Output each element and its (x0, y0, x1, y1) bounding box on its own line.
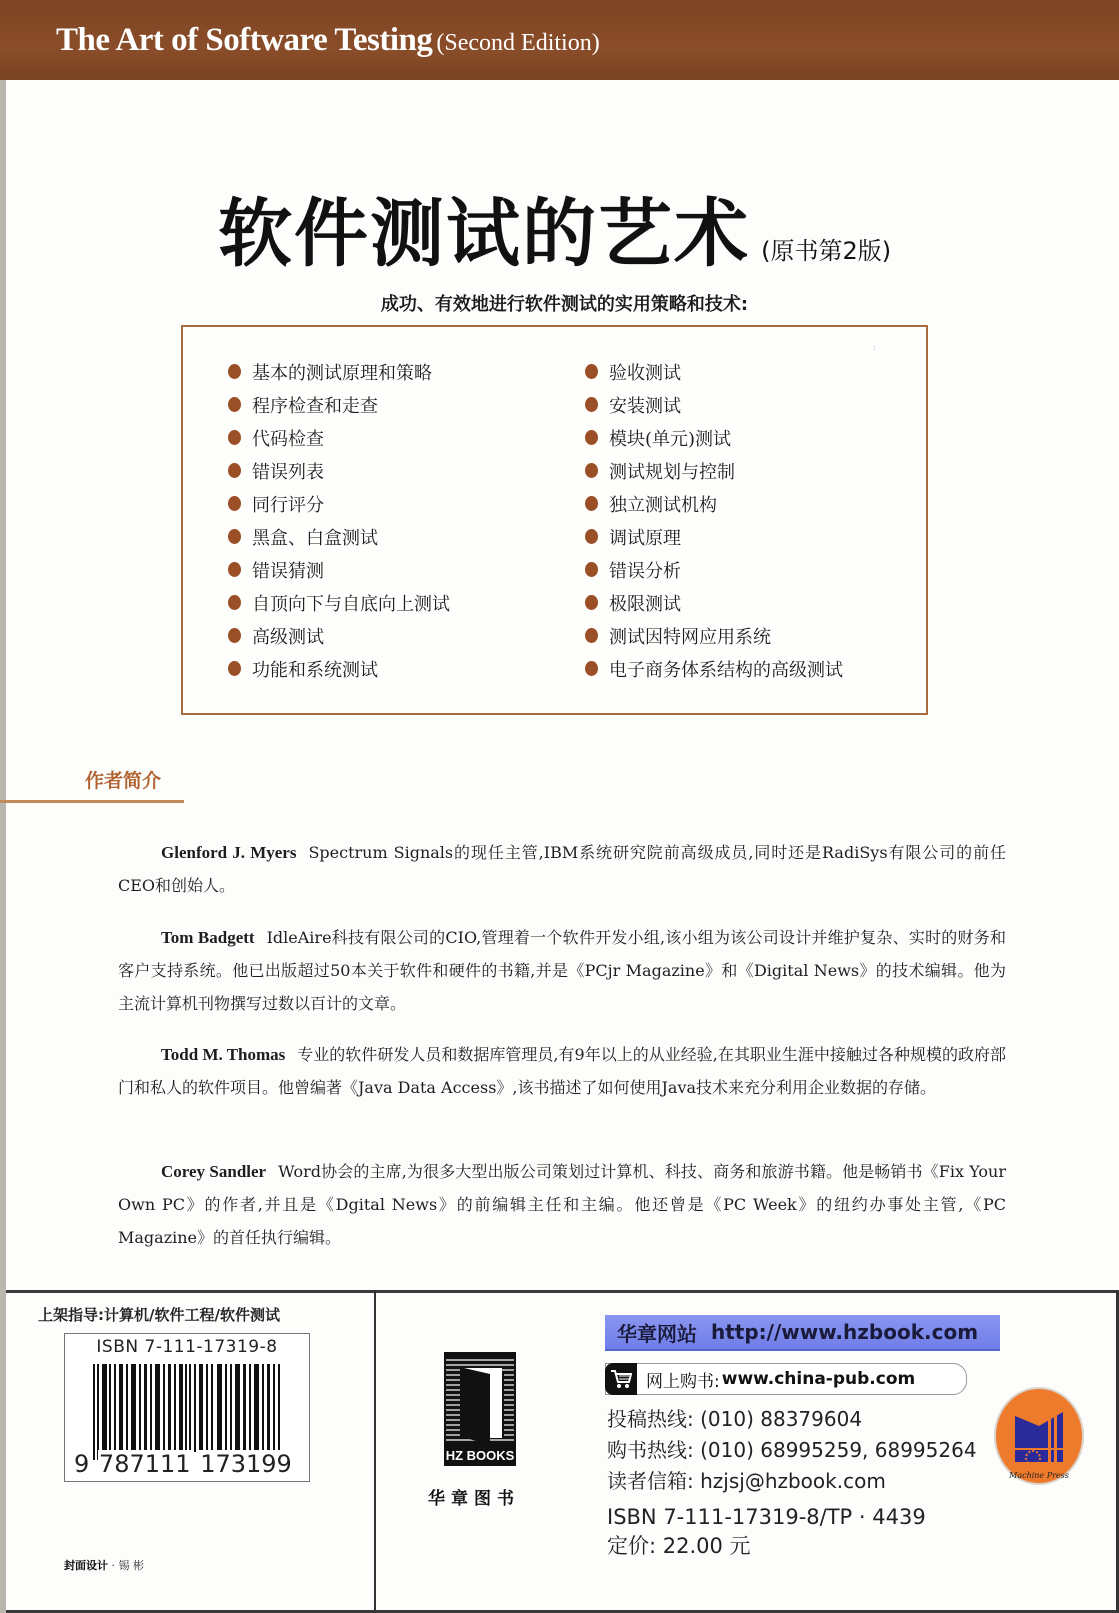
barcode-right-digits: 173199 (200, 1450, 292, 1478)
topic-label: 功能和系统测试 (252, 659, 378, 681)
contact-value: (010) 68995259, 68995264 (700, 1438, 977, 1462)
page-left-edge (0, 0, 6, 1613)
contact-label: 购书热线: (607, 1438, 694, 1462)
barcode-digits (73, 1450, 293, 1478)
topic-item (585, 652, 843, 685)
topics-right-column (585, 355, 843, 685)
topic-item (585, 454, 843, 487)
price-label: 定价: (607, 1534, 657, 1558)
author-name: Corey Sandler (161, 1162, 267, 1181)
topic-item (585, 553, 843, 586)
bullet-icon (585, 628, 598, 643)
topic-label: 测试因特网应用系统 (609, 626, 771, 648)
contact-value[interactable]: hzjsj@hzbook.com (700, 1469, 886, 1493)
barcode-left-digits: 787111 (98, 1450, 191, 1478)
topic-item (228, 553, 450, 586)
chinese-title-main: 软件测试的艺术 (218, 191, 750, 277)
topic-item (228, 586, 450, 619)
publisher-name: 华章图书 (428, 1489, 520, 1509)
topic-label: 模块(单元)测试 (609, 428, 732, 450)
topic-item (585, 388, 843, 421)
topic-label: 错误猜测 (252, 560, 324, 582)
barcode-isbn-label: ISBN 7-111-17319-8 (96, 1337, 278, 1357)
bullet-icon (228, 496, 241, 511)
bullet-icon (228, 595, 241, 610)
bullet-icon (585, 364, 598, 379)
topic-item (228, 388, 450, 421)
hz-books-logo-icon (444, 1352, 516, 1466)
designer-name: · 锡 彬 (111, 1559, 144, 1572)
author-bio (118, 1155, 1006, 1254)
tagline: 成功、有效地进行软件测试的实用策略和技术: (380, 294, 749, 315)
bullet-icon (585, 430, 598, 445)
website-bar[interactable] (605, 1315, 1000, 1351)
price-value: 22.00 元 (662, 1534, 751, 1558)
topic-label: 高级测试 (252, 626, 324, 648)
topic-label: 电子商务体系结构的高级测试 (609, 659, 843, 681)
print-mark: : (872, 343, 876, 353)
topic-item (585, 487, 843, 520)
author-bio (118, 1038, 1006, 1104)
title-banner (0, 0, 1119, 80)
bullet-icon (228, 529, 241, 544)
topics-box (181, 325, 928, 715)
online-shop-banner[interactable] (605, 1363, 967, 1395)
topic-item (585, 520, 843, 553)
bullet-icon (228, 397, 241, 412)
bullet-icon (228, 430, 241, 445)
bullet-icon (228, 628, 241, 643)
contact-label: 读者信箱: (607, 1469, 694, 1493)
bullet-icon (228, 661, 241, 676)
topic-item (228, 454, 450, 487)
author-bio (118, 836, 1006, 902)
topic-label: 程序检查和走查 (252, 395, 378, 417)
shopping-cart-icon (605, 1363, 637, 1395)
bullet-icon (228, 562, 241, 577)
topic-item (585, 619, 843, 652)
topic-label: 自顶向下与自底向上测试 (252, 593, 450, 615)
barcode-icon (93, 1364, 283, 1460)
bullet-icon (228, 364, 241, 379)
bullet-icon (585, 463, 598, 478)
shelf-guide: 上架指导:计算机/软件工程/软件测试 (38, 1306, 280, 1324)
topic-label: 错误列表 (252, 461, 324, 483)
topic-label: 调试原理 (609, 527, 681, 549)
website-url-link[interactable]: http://www.hzbook.com (711, 1320, 979, 1344)
topic-label: 测试规划与控制 (609, 461, 735, 483)
contact-line (607, 1434, 977, 1463)
bullet-icon (585, 529, 598, 544)
contact-value: (010) 88379604 (700, 1407, 863, 1431)
contact-label: 投稿热线: (607, 1407, 694, 1431)
footer-top-rule (6, 1290, 1119, 1293)
barcode-box (64, 1333, 310, 1482)
bullet-icon (585, 562, 598, 577)
author-description: Word协会的主席,为很多大型出版公司策划过计算机、科技、商务和旅游书籍。他是畅销书《Fix Your Own PC》的作者,并且是《Dgital News》的前编辑主任和主编。他还曾是《PC Week》的纽约办事处主管,《PC Magazine》的首任执行编辑。 (118, 1162, 1006, 1247)
topic-item (585, 586, 843, 619)
hz-logo-text: HZ BOOKS (445, 1448, 515, 1463)
topic-item (228, 487, 450, 520)
website-label: 华章网站 (617, 1321, 697, 1346)
seal-text: Machine Press (1009, 1471, 1069, 1480)
author-name: Tom Badgett (161, 928, 255, 947)
topic-label: 黑盒、白盒测试 (252, 527, 378, 549)
topic-item (228, 355, 450, 388)
bullet-icon (585, 661, 598, 676)
isbn-full: ISBN 7-111-17319-8/TP · 4439 (607, 1505, 926, 1529)
authors-heading-rule (0, 800, 184, 803)
topic-item (228, 421, 450, 454)
topic-label: 错误分析 (609, 560, 681, 582)
author-description: Spectrum Signals的现任主管,IBM系统研究院前高级成员,同时还是RadiSys有限公司的前任CEO和创始人。 (118, 843, 1006, 895)
chinese-title-edition: (原书第2版) (761, 237, 892, 265)
topic-item (585, 421, 843, 454)
bullet-icon (585, 595, 598, 610)
english-title (56, 22, 600, 59)
author-name: Glenford J. Myers (161, 843, 297, 862)
price-line (607, 1530, 751, 1560)
contact-line (607, 1465, 886, 1494)
bullet-icon (228, 463, 241, 478)
topic-item (585, 355, 843, 388)
bullet-icon (585, 397, 598, 412)
topic-item (228, 619, 450, 652)
topics-left-column (228, 355, 450, 685)
footer-divider (374, 1290, 376, 1613)
topic-label: 独立测试机构 (609, 494, 717, 516)
shop-label: 网上购书: (646, 1371, 720, 1392)
english-title-main: The Art of Software Testing (56, 22, 433, 58)
cover-designer (64, 1557, 144, 1573)
machine-press-seal-icon (993, 1386, 1085, 1486)
author-bio (118, 921, 1006, 1020)
authors-heading: 作者简介 (85, 770, 162, 792)
barcode-lead-digit: 9 (74, 1450, 90, 1478)
bullet-icon (585, 496, 598, 511)
designer-label: 封面设计 (64, 1559, 108, 1572)
english-title-edition: (Second Edition) (436, 30, 600, 56)
topic-item (228, 652, 450, 685)
topic-label: 代码检查 (252, 428, 324, 450)
author-description: 专业的软件研发人员和数据库管理员,有9年以上的从业经验,在其职业生涯中接触过各种规模的政府部门和私人的软件项目。他曾编著《Java Data Access》,该书描述了如何使用Java技术来充分利用企业数据的存储。 (118, 1045, 1006, 1097)
author-description: IdleAire科技有限公司的CIO,管理着一个软件开发小组,该小组为该公司设计并维护复杂、实时的财务和客户支持系统。他已出版超过50本关于软件和硬件的书籍,并是《PCjr Magazine》和《Digital News》的技术编辑。他为主流计算机刊物撰写过数以百计的文章。 (118, 928, 1006, 1013)
topic-label: 同行评分 (252, 494, 324, 516)
chinese-title (218, 175, 891, 281)
topic-item (228, 520, 450, 553)
contact-line (607, 1403, 862, 1432)
topic-label: 验收测试 (609, 362, 681, 384)
author-name: Todd M. Thomas (161, 1045, 286, 1064)
shop-url-link[interactable]: www.china-pub.com (721, 1369, 916, 1389)
topic-label: 安装测试 (609, 395, 681, 417)
topic-label: 极限测试 (609, 593, 681, 615)
topic-label: 基本的测试原理和策略 (252, 362, 432, 384)
